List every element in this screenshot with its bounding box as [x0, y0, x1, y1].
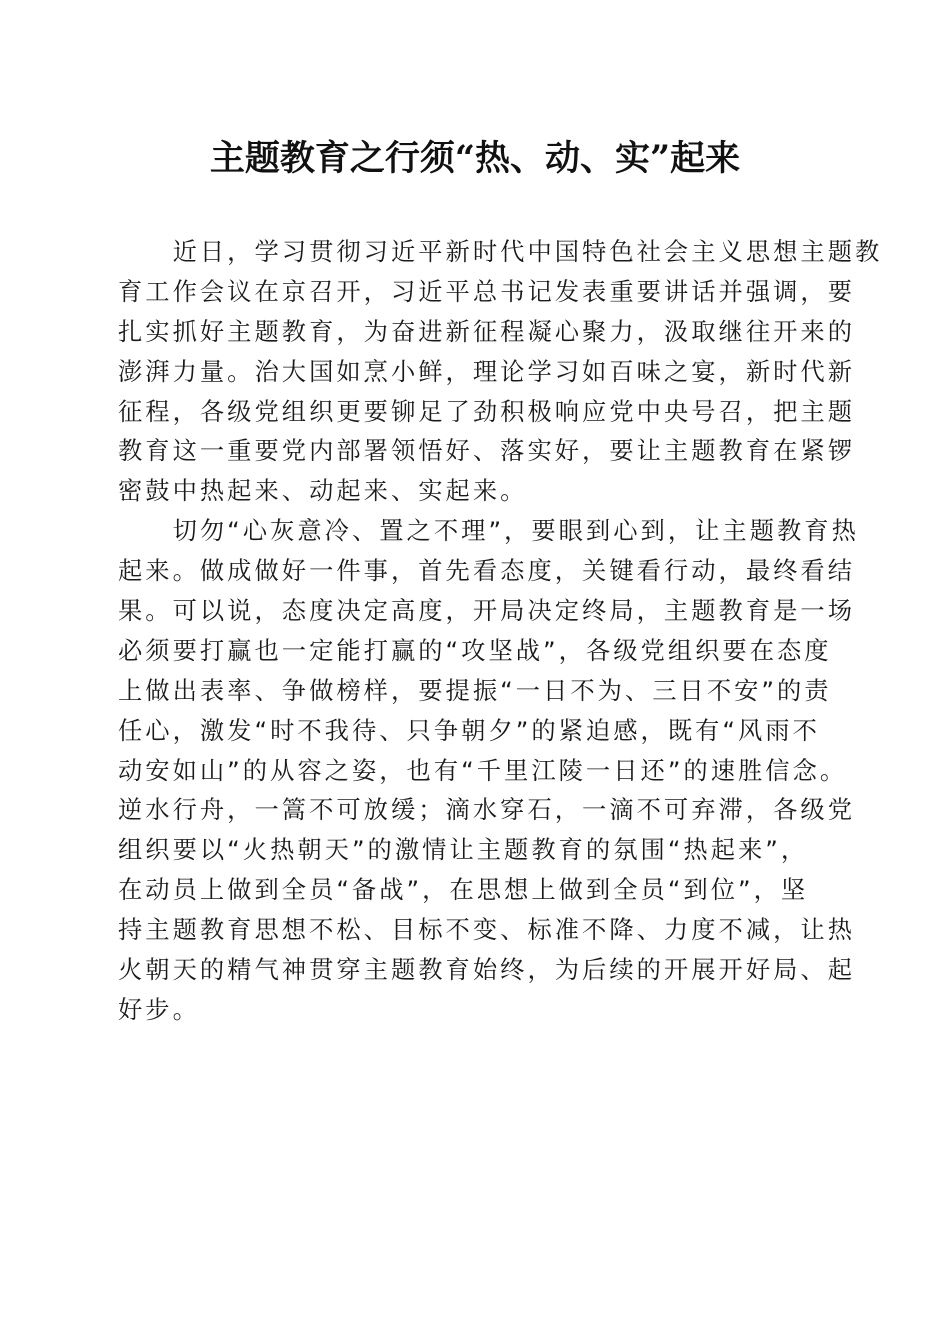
text-line: 澎湃力量。治大国如烹小鲜，理论学习如百味之宴，新时代新 — [118, 356, 856, 386]
text-line: 果。可以说，态度决定高度，开局决定终局，主题教育是一场 — [118, 596, 856, 626]
paragraph-1 — [118, 232, 883, 511]
text-line: 近日，学习贯彻习近平新时代中国特色社会主义思想主题教 — [118, 237, 883, 266]
document-title: 主题教育之行须“热、动、实”起来 — [209, 138, 741, 179]
text-line: 组织要以“火热朝天”的激情让主题教育的氛围“热起来”， — [118, 835, 809, 865]
text-line: 动安如山”的从容之姿，也有“千里江陵一日还”的速胜信念。 — [118, 755, 848, 785]
text-line: 扎实抓好主题教育，为奋进新征程凝心聚力，汲取继往开来的 — [118, 316, 856, 346]
text-line: 切勿“心灰意冷、置之不理”，要眼到心到，让主题教育热 — [118, 516, 859, 546]
text-line: 任心，激发“时不我待、只争朝夕”的紧迫感，既有“风雨不 — [118, 715, 820, 745]
text-line: 密鼓中热起来、动起来、实起来。 — [118, 476, 528, 506]
text-line: 征程，各级党组织更要铆足了劲积极响应党中央号召，把主题 — [118, 396, 856, 426]
document-body — [118, 232, 883, 1030]
text-line: 教育这一重要党内部署领悟好、落实好，要让主题教育在紧锣 — [118, 436, 856, 466]
text-line: 上做出表率、争做榜样，要提振“一日不为、三日不安”的责 — [118, 675, 832, 705]
text-line: 必须要打赢也一定能打赢的“攻坚战”，各级党组织要在态度 — [118, 635, 832, 665]
text-line: 火朝天的精气神贯穿主题教育始终，为后续的开展开好局、起 — [118, 955, 856, 985]
text-line: 好步。 — [118, 994, 200, 1024]
text-line: 逆水行舟，一篙不可放缓；滴水穿石，一滴不可弃滞，各级党 — [118, 795, 856, 825]
paragraph-2 — [118, 511, 859, 1030]
text-line: 育工作会议在京召开，习近平总书记发表重要讲话并强调，要 — [118, 276, 856, 306]
text-line: 持主题教育思想不松、目标不变、标准不降、力度不减，让热 — [118, 915, 856, 945]
text-line: 在动员上做到全员“备战”，在思想上做到全员“到位”，坚 — [118, 875, 809, 905]
text-line: 起来。做成做好一件事，首先看态度，关键看行动，最终看结 — [118, 556, 856, 586]
